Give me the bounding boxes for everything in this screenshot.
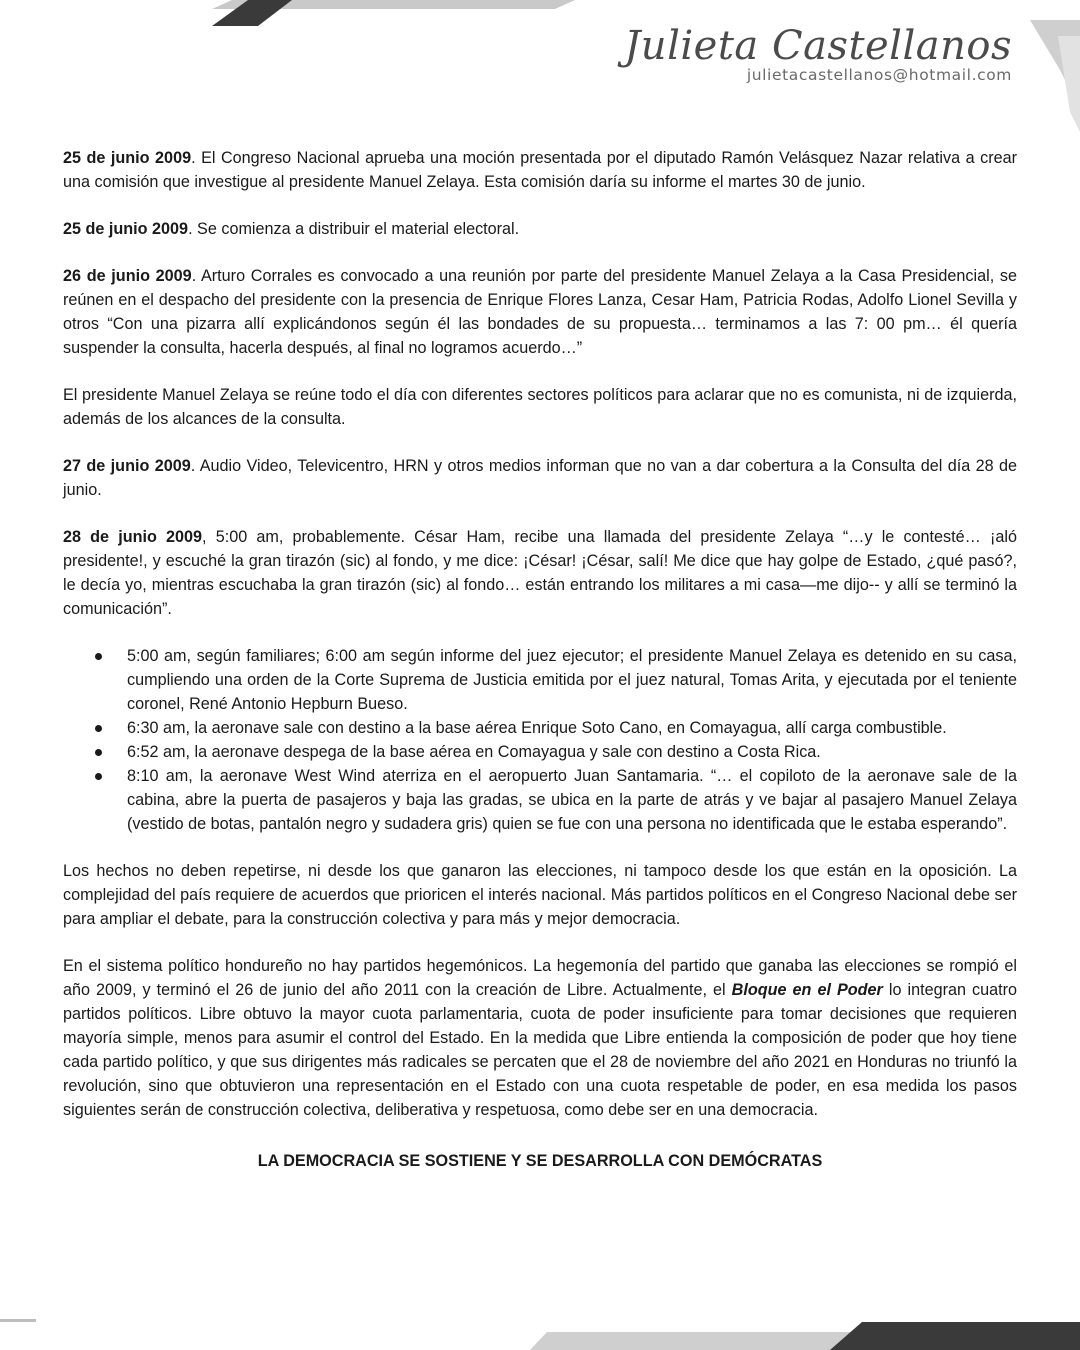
article-body	[63, 146, 1017, 1173]
entry-text: . Arturo Corrales es convocado a una reunión por parte del presidente Manuel Zelaya a la Casa Presidencial, se reúnen en el despacho del presidente con la presencia de Enrique Flores Lanza, Cesar Ham, Patricia Rodas, Adolfo Lionel Sevilla y otros “Con una pizarra allí explicándonos según él las bondades de su propuesta… terminamos a las 7: 00 pm… él quería suspender la consulta, hacerla después, al final no logramos acuerdo…”	[63, 267, 1017, 357]
entry-date: 28 de junio 2009	[63, 528, 203, 546]
bottom-decoration	[0, 1310, 1080, 1350]
list-item: 8:10 am, la aeronave West Wind aterriza en el aeropuerto Juan Santamaria. “… el copiloto de la aeronave sale de la cabina, abre la puerta de pasajeros y baja las gradas, se ubica en la parte de atrás y ve bajar al pasajero Manuel Zelaya (vestido de botas, pantalón negro y sudadera gris) quien se fue con una persona no identificada que le estaba esperando”.	[127, 764, 1017, 836]
paragraph-text: En el sistema político hondureño no hay partidos hegemónicos. La hegemonía del partido que ganaba las elecciones se rompió el año 2009, y terminó el 26 de junio del año 2011 con la creación de Libre. Actualmente, el	[63, 957, 1017, 999]
timeline-entry	[63, 217, 1017, 241]
entry-date: 25 de junio 2009	[63, 220, 189, 238]
list-item: 5:00 am, según familiares; 6:00 am según informe del juez ejecutor; el presidente Manuel Zelaya es detenido en su casa, cumpliendo una orden de la Corte Suprema de Justicia emitida por el juez natural, Tomas Arita, y ejecutada por el teniente coronel, René Antonio Hepburn Bueso.	[127, 644, 1017, 716]
entry-date: 27 de junio 2009	[63, 457, 191, 475]
paragraph-hechos: Los hechos no deben repetirse, ni desde los que ganaron las elecciones, ni tampoco desde los que están en la oposición. La complejidad del país requiere de acuerdos que prioricen el interés nacional. Más partidos políticos en el Congreso Nacional debe ser para ampliar el debate, para la construcción colectiva y para más y mejor democracia.	[63, 862, 1017, 928]
paragraph-sistema	[63, 954, 1017, 1122]
entry-text: . El Congreso Nacional aprueba una moción presentada por el diputado Ramón Velásquez Nazar relativa a crear una comisión que investigue al presidente Manuel Zelaya. Esta comisión daría su informe el martes 30 de junio.	[63, 149, 1018, 191]
list-item: 6:52 am, la aeronave despega de la base aérea en Comayagua y sale con destino a Costa Rica.	[127, 740, 1017, 764]
author-email: julietacastellanos@hotmail.com	[746, 66, 1012, 84]
emphasis-text: Bloque en el Poder	[731, 981, 883, 999]
entry-date: 26 de junio 2009	[63, 267, 192, 285]
entry-date: 25 de junio 2009	[63, 149, 192, 167]
entry-text: . Se comienza a distribuir el material electoral.	[188, 220, 520, 238]
timeline-entry	[63, 264, 1017, 360]
entry-text: . Audio Video, Televicentro, HRN y otros medios informan que no van a dar cobertura a la Consulta del día 28 de junio.	[63, 457, 1018, 499]
list-item: 6:30 am, la aeronave sale con destino a la base aérea Enrique Soto Cano, en Comayagua, allí carga combustible.	[127, 716, 1017, 740]
entry-text: El presidente Manuel Zelaya se reúne todo el día con diferentes sectores políticos para aclarar que no es comunista, ni de izquierda, además de los alcances de la consulta.	[63, 386, 1017, 428]
timeline-entry	[63, 454, 1017, 502]
timeline-entry	[63, 525, 1017, 621]
timeline-entry	[63, 383, 1017, 431]
closing-statement: LA DEMOCRACIA SE SOSTIENE Y SE DESARROLLA CON DEMÓCRATAS	[257, 1152, 823, 1170]
author-header	[624, 22, 1012, 84]
events-list	[63, 644, 1017, 836]
author-signature: Julieta Castellanos	[624, 23, 1012, 69]
timeline-entry	[63, 146, 1017, 194]
entry-text: , 5:00 am, probablemente. César Ham, recibe una llamada del presidente Zelaya “…y le contesté… ¡aló presidente!, y escuché la gran tirazón (sic) al fondo, y me dice: ¡César! ¡César, salí! Me dice que hay golpe de Estado, ¿qué pasó?, le decía yo, mientras escuchaba la gran tirazón (sic) al fondo… están entrando los militares a mi casa—me dijo-- y allí se terminó la comunicación”.	[63, 528, 1017, 618]
paragraph-text: lo integran cuatro partidos políticos. Libre obtuvo la mayor cuota parlamentaria, cuota de poder insuficiente para tomar decisiones que requieren mayoría simple, menos para asumir el control del Estado. En la medida que Libre entienda la composición de poder que hoy tiene cada partido político, y que sus dirigentes más radicales se percaten que el 28 de noviembre del año 2021 en Honduras no triunfó la revolución, sino que obtuvieron una representación en el Estado con una cuota respetable de poder, en esa medida los pasos siguientes serán de construcción colectiva, deliberativa y respetuosa, como debe ser en una democracia.	[63, 981, 1017, 1119]
